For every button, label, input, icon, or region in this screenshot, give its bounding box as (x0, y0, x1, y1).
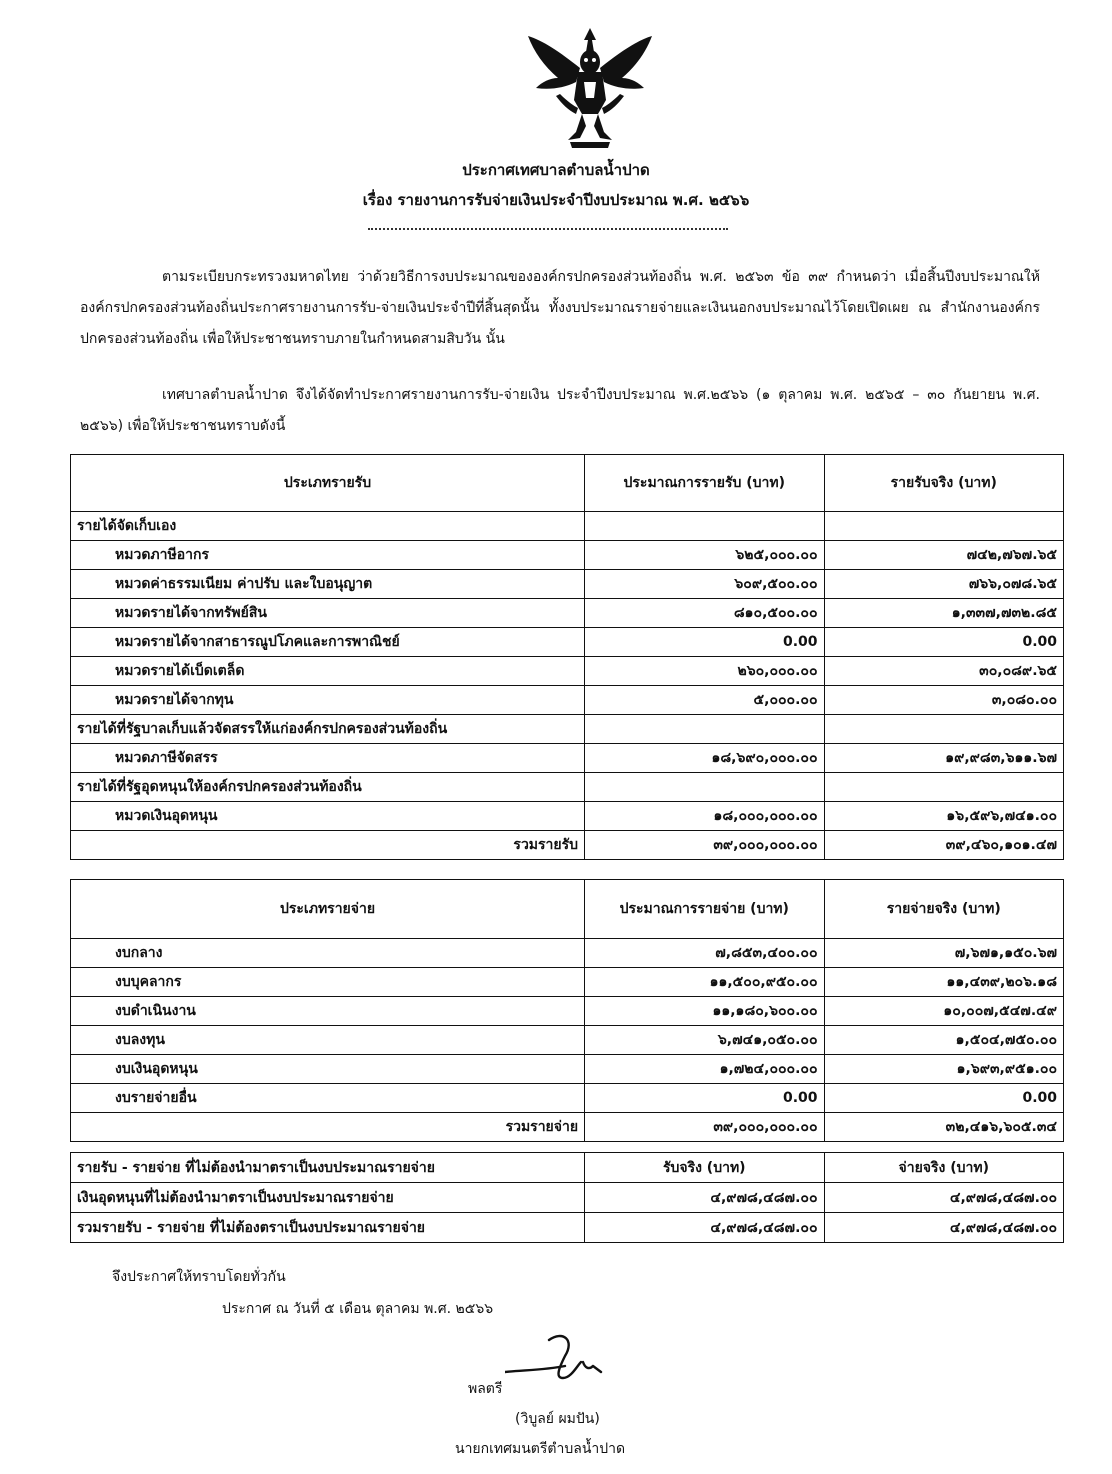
signature-icon (505, 1326, 625, 1386)
row-estimate: ๗,๘๕๓,๔๐๐.๐๐ (585, 939, 824, 968)
total-estimate: ๓๙,๐๐๐,๐๐๐.๐๐ (585, 1113, 824, 1142)
row-estimate: ๑,๗๒๔,๐๐๐.๐๐ (585, 1055, 824, 1084)
table-row (71, 570, 1064, 599)
row-label: หมวดค่าธรรมเนียม ค่าปรับ และใบอนุญาต (71, 570, 585, 599)
row-paid: ๔,๙๗๘,๔๘๗.๐๐ (824, 1183, 1064, 1213)
row-estimate: 0.00 (585, 628, 824, 657)
table-row (71, 939, 1064, 968)
section-label: รายได้ที่รัฐบาลเก็บแล้วจัดสรรให้แก่องค์กรปกครองส่วนท้องถิ่น (71, 715, 585, 744)
row-label: งบเงินอุดหนุน (71, 1055, 585, 1084)
row-actual: 0.00 (824, 628, 1064, 657)
row-estimate: ๑๘,๐๐๐,๐๐๐.๐๐ (585, 802, 824, 831)
table-row (71, 968, 1064, 997)
total-row (71, 831, 1064, 860)
table-row (71, 1055, 1064, 1084)
table-row (71, 802, 1064, 831)
table-row (71, 997, 1064, 1026)
row-actual: ๑,๓๓๗,๗๓๒.๘๕ (824, 599, 1064, 628)
row-estimate: ๑๑,๑๘๐,๖๐๐.๐๐ (585, 997, 824, 1026)
closing-line: จึงประกาศให้ทราบโดยทั่วกัน (112, 1269, 286, 1285)
row-estimate: ๖๐๙,๕๐๐.๐๐ (585, 570, 824, 599)
col-expense-estimate: ประมาณการรายจ่าย (บาท) (585, 880, 824, 939)
row-label: เงินอุดหนุนที่ไม่ต้องนำมาตราเป็นงบประมาณรายจ่าย (71, 1183, 585, 1213)
row-actual: ๓,๐๘๐.๐๐ (824, 686, 1064, 715)
row-actual: ๗๔๒,๗๖๗.๖๕ (824, 541, 1064, 570)
row-estimate: ๖๒๕,๐๐๐.๐๐ (585, 541, 824, 570)
intro-paragraph: ตามระเบียบกระทรวงมหาดไทย ว่าด้วยวิธีการงบประมาณขององค์กรปกครองส่วนท้องถิ่น พ.ศ. ๒๕๖๓ ข้อ ๓๙ กำหนดว่า เมื่อสิ้นปีงบประมาณให้องค์กรปกครองส่วนท้องถิ่นประกาศรายงานการรับ-จ่ายเงินประจำปีที่สิ้นสุดนั้น ทั้งงบประมาณรายจ่ายและเงินนอกงบประมาณไว้โดยเปิดเผย ณ สำนักงานองค์กรปกครองส่วนท้องถิ่น เพื่อให้ประชาชนทราบภายในกำหนดสามสิบวัน นั้น (80, 269, 1040, 347)
total-received: ๔,๙๗๘,๔๘๗.๐๐ (585, 1213, 824, 1243)
row-label: หมวดภาษีอากร (71, 541, 585, 570)
col-expense-actual: รายจ่ายจริง (บาท) (824, 880, 1064, 939)
row-actual: ๑๐,๐๐๗,๕๔๗.๔๙ (824, 997, 1064, 1026)
row-actual: ๑,๖๙๓,๙๕๑.๐๐ (824, 1055, 1064, 1084)
row-estimate: ๑๑,๕๐๐,๙๕๐.๐๐ (585, 968, 824, 997)
signatory-name: (วิบูลย์ ผมปัน) (515, 1411, 600, 1427)
row-estimate: ๒๖๐,๐๐๐.๐๐ (585, 657, 824, 686)
table-row (71, 512, 1064, 541)
section-label: รายได้ที่รัฐอุดหนุนให้องค์กรปกครองส่วนท้องถิ่น (71, 773, 585, 802)
col-offbudget-received: รับจริง (บาท) (585, 1153, 824, 1183)
announcement-date: ประกาศ ณ วันที่ ๕ เดือน ตุลาคม พ.ศ. ๒๕๖๖ (222, 1301, 494, 1317)
total-actual: ๓๒,๔๑๖,๖๐๕.๓๔ (824, 1113, 1064, 1142)
table-row (71, 541, 1064, 570)
row-label: งบกลาง (71, 939, 585, 968)
row-label: หมวดรายได้จากทุน (71, 686, 585, 715)
expense-table (70, 879, 1064, 1142)
row-label: หมวดเงินอุดหนุน (71, 802, 585, 831)
table-header-row (71, 880, 1064, 939)
row-estimate: ๑๘,๖๙๐,๐๐๐.๐๐ (585, 744, 824, 773)
row-label: หมวดรายได้เบ็ดเตล็ด (71, 657, 585, 686)
statement-paragraph: เทศบาลตำบลน้ำปาด จึงได้จัดทำประกาศรายงานการรับ-จ่ายเงิน ประจำปีงบประมาณ พ.ศ.๒๕๖๖ (๑ ตุลาคม พ.ศ. ๒๕๖๕ – ๓๐ กันยายน พ.ศ. ๒๕๖๖) เพื่อให้ประชาชนทราบดังนี้ (80, 387, 1040, 434)
col-income-actual: รายรับจริง (บาท) (824, 455, 1064, 512)
col-income-type: ประเภทรายรับ (71, 455, 585, 512)
total-label: รวมรายรับ - รายจ่าย ที่ไม่ต้องตราเป็นงบประมาณรายจ่าย (71, 1213, 585, 1243)
row-label: งบดำเนินงาน (71, 997, 585, 1026)
row-actual: ๑๙,๙๘๓,๖๑๑.๖๗ (824, 744, 1064, 773)
signatory-position: นายกเทศมนตรีตำบลน้ำปาด (455, 1441, 626, 1457)
table-header-row (71, 455, 1064, 512)
total-row (71, 1213, 1064, 1243)
row-label: หมวดภาษีจัดสรร (71, 744, 585, 773)
table-row (71, 1026, 1064, 1055)
row-actual: 0.00 (824, 1084, 1064, 1113)
total-label: รวมรายรับ (71, 831, 585, 860)
col-income-estimate: ประมาณการรายรับ (บาท) (585, 455, 824, 512)
section-label: รายได้จัดเก็บเอง (71, 512, 585, 541)
table-row (71, 628, 1064, 657)
col-offbudget-paid: จ่ายจริง (บาท) (824, 1153, 1064, 1183)
row-actual: ๗๖๖,๐๗๘.๖๕ (824, 570, 1064, 599)
offbudget-table (70, 1152, 1064, 1243)
row-estimate: ๖,๗๔๑,๐๕๐.๐๐ (585, 1026, 824, 1055)
total-paid: ๔,๙๗๘,๔๘๗.๐๐ (824, 1213, 1064, 1243)
row-estimate: ๕,๐๐๐.๐๐ (585, 686, 824, 715)
total-label: รวมรายจ่าย (71, 1113, 585, 1142)
table-header-row (71, 1153, 1064, 1183)
total-actual: ๓๙,๔๖๐,๑๐๑.๔๗ (824, 831, 1064, 860)
col-expense-type: ประเภทรายจ่าย (71, 880, 585, 939)
row-actual: ๑,๕๐๔,๗๕๐.๐๐ (824, 1026, 1064, 1055)
total-row (71, 1113, 1064, 1142)
table-row (71, 657, 1064, 686)
table-row (71, 715, 1064, 744)
table-row (71, 1084, 1064, 1113)
row-actual: ๑๖,๕๙๖,๗๔๑.๐๐ (824, 802, 1064, 831)
row-label: งบรายจ่ายอื่น (71, 1084, 585, 1113)
table-row (71, 773, 1064, 802)
col-offbudget-type: รายรับ - รายจ่าย ที่ไม่ต้องนำมาตราเป็นงบประมาณรายจ่าย (71, 1153, 585, 1183)
row-label: งบบุคลากร (71, 968, 585, 997)
dotted-divider (368, 228, 728, 230)
signatory-rank: พลตรี (468, 1381, 503, 1397)
row-received: ๔,๙๗๘,๔๘๗.๐๐ (585, 1183, 824, 1213)
row-actual: ๗,๖๗๑,๑๕๐.๖๗ (824, 939, 1064, 968)
garuda-emblem-icon (520, 22, 660, 150)
row-estimate: ๘๑๐,๕๐๐.๐๐ (585, 599, 824, 628)
row-label: หมวดรายได้จากสาธารณูปโภคและการพาณิชย์ (71, 628, 585, 657)
total-estimate: ๓๙,๐๐๐,๐๐๐.๐๐ (585, 831, 824, 860)
table-row (71, 1183, 1064, 1213)
announcement-org: ประกาศเทศบาลตำบลน้ำปาด (462, 161, 650, 179)
row-label: หมวดรายได้จากทรัพย์สิน (71, 599, 585, 628)
row-estimate: 0.00 (585, 1084, 824, 1113)
row-label: งบลงทุน (71, 1026, 585, 1055)
income-table (70, 454, 1064, 860)
table-row (71, 686, 1064, 715)
table-row (71, 599, 1064, 628)
row-actual: ๑๑,๔๓๙,๒๐๖.๑๘ (824, 968, 1064, 997)
table-row (71, 744, 1064, 773)
row-actual: ๓๐,๐๘๙.๖๕ (824, 657, 1064, 686)
announcement-subject: เรื่อง รายงานการรับจ่ายเงินประจำปีงบประมาณ พ.ศ. ๒๕๖๖ (362, 191, 750, 209)
